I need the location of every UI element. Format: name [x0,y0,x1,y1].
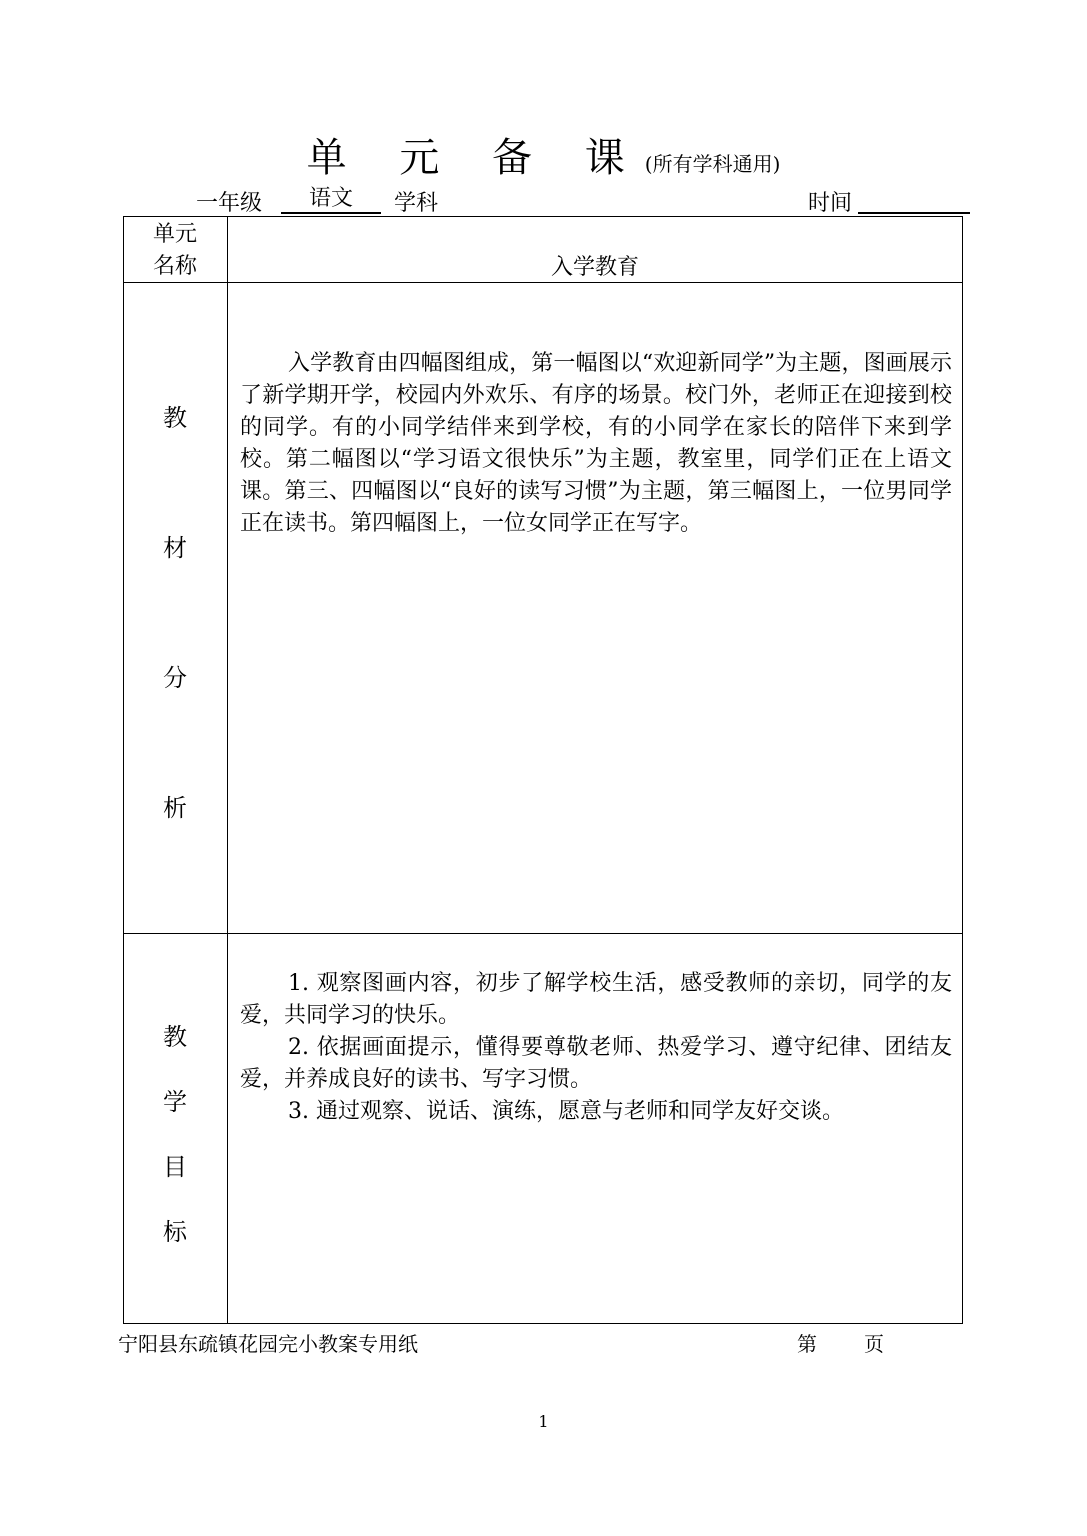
unit-name: 入学教育 [550,255,639,280]
goals-label-char-2: 学 [163,1088,187,1116]
goals-label-char-3: 目 [163,1153,187,1181]
analysis-label-char-3: 分 [163,664,187,692]
table-column-divider [227,216,228,1324]
time-blank [858,186,970,214]
table-row-divider-2 [123,933,963,934]
time-label: 时间 [808,191,853,216]
goals-label-char-4: 标 [163,1218,187,1246]
goal-item: 2. 依据画面提示，懂得要尊敬老师、热爱学习、遵守纪律、团结友爱，并养成良好的读书、写字习惯。 [240,1035,952,1092]
table-row-divider-1 [123,282,963,283]
analysis-label-char-2: 材 [163,534,187,562]
goal-item: 3. 通过观察、说话、演练，愿意与老师和同学友好交谈。 [288,1099,844,1124]
footer-school-name: 宁阳县东疏镇花园完小教案专用纸 [118,1332,418,1356]
title-main: 单 元 备 课 [306,135,645,181]
analysis-content [240,348,952,540]
analysis-label-char-1: 教 [163,404,187,432]
goals-content [240,968,952,1128]
subject-value: 语文 [281,186,381,214]
analysis-paragraph: 入学教育由四幅图组成，第一幅图以“欢迎新同学”为主题，图画展示了新学期开学，校园内外欢乐、有序的场景。校门外，老师正在迎接到校的同学。有的小同学结伴来到学校，有的小同学在家长的陪伴下来到学校。第二幅图以“学习语文很快乐”为主题，教室里，同学们正在上语文课。第三、四幅图以“良好的读写习惯”为主题，第三幅图上，一位男同学正在读书。第四幅图上，一位女同学正在写字。 [240,351,952,536]
unit-label-line1: 单元 [152,222,197,247]
goals-label-char-1: 教 [163,1023,187,1051]
document-title [0,126,1087,183]
footer-page-suffix: 页 [864,1332,884,1356]
subject-label: 学科 [394,191,439,216]
grade-label: 一年级 [196,191,263,216]
title-subtitle: (所有学科通用) [644,152,781,176]
page-number: 1 [538,1412,549,1431]
unit-label-line2: 名称 [152,254,197,279]
goal-item: 1. 观察图画内容，初步了解学校生活，感受教师的亲切，同学的友爱，共同学习的快乐。 [240,971,952,1028]
analysis-label-char-4: 析 [163,794,187,822]
footer-page-prefix: 第 [797,1332,817,1356]
